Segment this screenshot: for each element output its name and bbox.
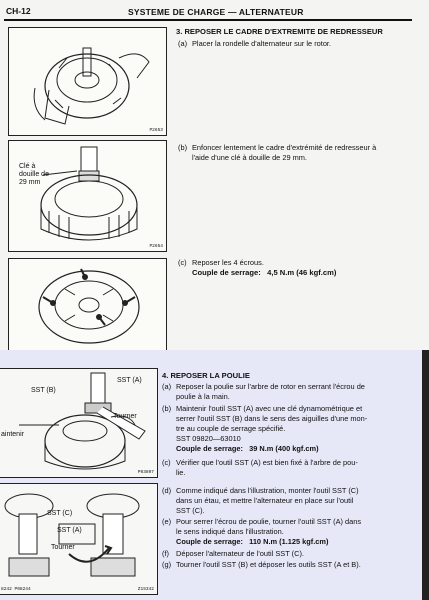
alternator-drawing-4 <box>0 369 157 477</box>
figure-vise-assembly <box>0 483 158 595</box>
scan-edge <box>422 350 429 600</box>
socket-wrench-label: Clé à douille de 29 mm <box>19 163 49 186</box>
alternator-drawing-1 <box>9 28 166 135</box>
figure-id-right: Z15342 <box>137 587 154 592</box>
figure-id: P2653 <box>149 128 163 133</box>
figure-pulley-torque <box>0 368 158 478</box>
figure-id: P2654 <box>149 244 163 249</box>
alternator-drawing-3 <box>9 259 166 351</box>
label-tourner: Tourner <box>51 544 75 551</box>
figure-id-left: 8242 P08244 <box>1 587 31 592</box>
section4-heading: 4. REPOSER LA POULIE <box>162 371 250 380</box>
section3-heading: 3. REPOSER LE CADRE D'EXTREMITE DE REDRESSEUR <box>176 27 383 36</box>
label-maintenir: aintenir <box>1 431 24 438</box>
label-tourner: Tourner <box>113 413 137 420</box>
label-sst-b: SST (B) <box>31 387 56 394</box>
label-sst-a: SST (A) <box>57 527 82 534</box>
label-sst-a: SST (A) <box>117 377 142 384</box>
figure-socket-wrench <box>8 140 167 252</box>
section3-torque: Couple de serrage: 4,5 N.m (46 kgf.cm) <box>192 268 337 277</box>
page-number: CH-12 <box>6 6 31 16</box>
alternator-drawing-2 <box>9 141 166 251</box>
alternator-drawing-5 <box>0 484 157 594</box>
figure-rotor-washer <box>8 27 167 136</box>
label-sst-c: SST (C) <box>47 510 73 517</box>
header-rule <box>4 19 412 21</box>
page-title: SYSTEME DE CHARGE — ALTERNATEUR <box>128 7 304 17</box>
figure-nuts <box>8 258 167 352</box>
figure-id: P03807 <box>137 470 154 475</box>
